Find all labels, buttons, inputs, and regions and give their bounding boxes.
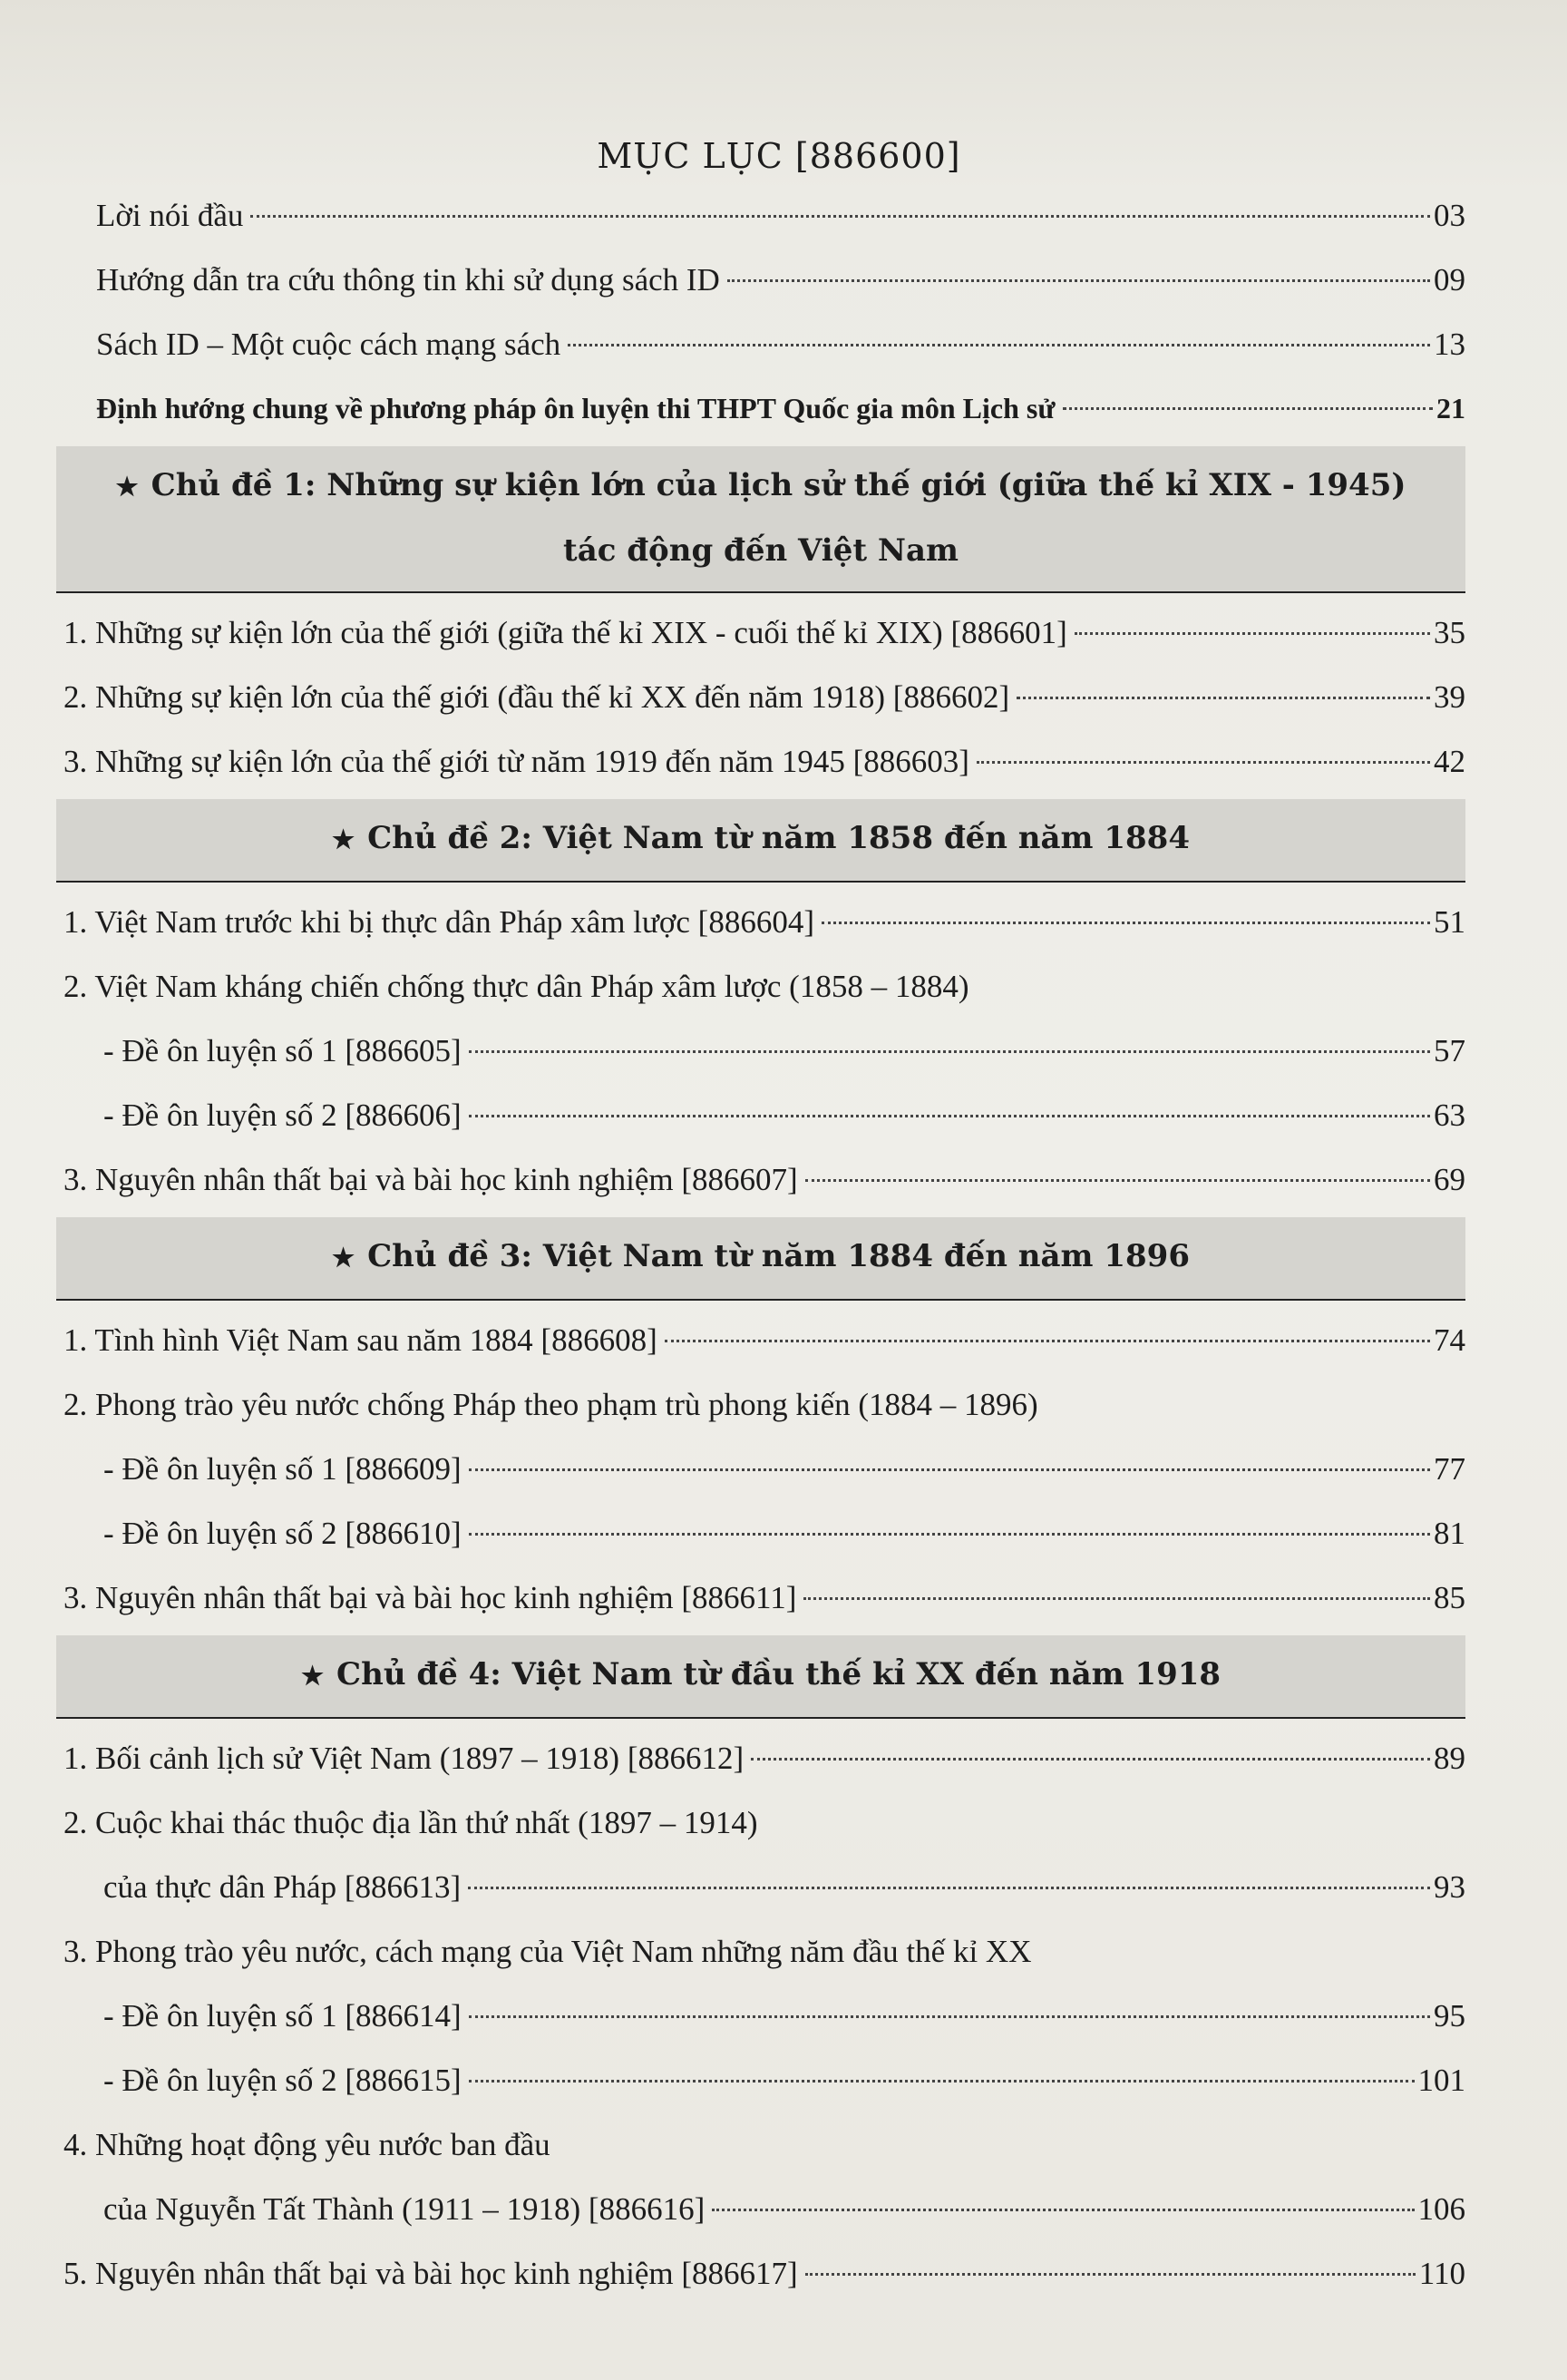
toc-entry-page: 89 — [1434, 1741, 1465, 1776]
topic-heading-line: tác động đến Việt Nam — [563, 532, 959, 569]
toc-entry-title: 1. Những sự kiện lớn của thế giới (giữa thế kỉ XIX - cuối thế kỉ XIX) [886601] — [63, 615, 1067, 650]
dot-leader — [1017, 697, 1430, 699]
topic-heading — [56, 799, 1465, 883]
toc-entry — [56, 248, 1465, 312]
toc-entry — [56, 665, 1465, 729]
toc-entry-title: - Đề ôn luyện số 2 [886606] — [103, 1097, 462, 1133]
toc-entry-title: của Nguyễn Tất Thành (1911 – 1918) [886616] — [103, 2191, 706, 2227]
toc-entry-title: 5. Nguyên nhân thất bại và bài học kinh nghiệm [886617] — [63, 2256, 798, 2291]
dot-leader — [469, 1115, 1430, 1117]
toc-entry — [56, 600, 1465, 665]
toc-entry — [56, 2112, 1465, 2177]
dot-leader — [1075, 632, 1430, 635]
topic-heading-line: ★ Chủ đề 3: Việt Nam từ năm 1884 đến năm 1896 — [332, 1238, 1190, 1274]
toc-entry — [56, 1372, 1465, 1437]
toc-entry — [56, 1501, 1465, 1566]
toc-entry — [56, 1308, 1465, 1372]
toc-entry-title: Lời nói đầu — [96, 198, 244, 233]
toc-entry-title: 1. Bối cảnh lịch sử Việt Nam (1897 – 1918) [886612] — [63, 1741, 745, 1776]
toc-entry-title: 3. Nguyên nhân thất bại và bài học kinh nghiệm [886607] — [63, 1162, 798, 1197]
dot-leader — [977, 761, 1430, 764]
toc-entry — [56, 2177, 1465, 2241]
toc-entry — [56, 2048, 1465, 2112]
dot-leader — [805, 2273, 1416, 2276]
toc-entry-title: 2. Những sự kiện lớn của thế giới (đầu thế kỉ XX đến năm 1918) [886602] — [63, 679, 1010, 715]
topic-heading-line: ★ Chủ đề 4: Việt Nam từ đầu thế kỉ XX đến năm 1918 — [300, 1656, 1221, 1692]
toc-entry-title: - Đề ôn luyện số 1 [886605] — [103, 1033, 462, 1068]
toc-entry — [56, 1566, 1465, 1630]
toc-entry-page: 09 — [1434, 262, 1465, 298]
toc-entry-title: - Đề ôn luyện số 1 [886614] — [103, 1998, 462, 2034]
toc-entry-page: 57 — [1434, 1033, 1465, 1068]
dot-leader — [469, 2080, 1415, 2082]
dot-leader — [468, 1887, 1430, 1889]
topic-heading-line: ★ Chủ đề 1: Những sự kiện lớn của lịch sử thế giới (giữa thế kỉ XIX - 1945) — [115, 467, 1406, 503]
dot-leader — [250, 215, 1430, 218]
toc-entry-title: của thực dân Pháp [886613] — [103, 1869, 462, 1905]
toc-entry — [56, 1437, 1465, 1501]
topics-list — [56, 446, 1465, 2306]
toc-entry — [56, 1790, 1465, 1855]
dot-leader — [469, 1050, 1430, 1053]
toc-entry-page: 69 — [1434, 1162, 1465, 1197]
toc-entry-title: Hướng dẫn tra cứu thông tin khi sử dụng sách ID — [96, 262, 720, 298]
dot-leader — [469, 1533, 1430, 1536]
toc-entry-page: 39 — [1434, 679, 1465, 715]
dot-leader — [469, 2015, 1430, 2018]
toc-entry — [56, 954, 1465, 1019]
toc-entry — [56, 1726, 1465, 1790]
topic-heading-line: ★ Chủ đề 2: Việt Nam từ năm 1858 đến năm 1884 — [332, 820, 1190, 856]
toc-entry-title: Sách ID – Một cuộc cách mạng sách — [96, 327, 561, 362]
toc-entry-title: 2. Việt Nam kháng chiến chống thực dân Pháp xâm lược (1858 – 1884) — [63, 969, 969, 1004]
dot-leader — [803, 1597, 1430, 1600]
toc-entry — [56, 729, 1465, 794]
dot-leader — [568, 344, 1430, 346]
toc-entry-title: - Đề ôn luyện số 1 [886609] — [103, 1451, 462, 1487]
toc-entry — [56, 312, 1465, 376]
toc-entry — [56, 1855, 1465, 1919]
dot-leader — [727, 279, 1430, 282]
dot-leader — [1063, 407, 1433, 410]
star-icon: ★ — [300, 1661, 325, 1691]
toc-entry-title: 3. Những sự kiện lớn của thế giới từ năm 1919 đến năm 1945 [886603] — [63, 744, 969, 779]
toc-entry-page: 42 — [1434, 744, 1465, 779]
toc-entry-title: - Đề ôn luyện số 2 [886610] — [103, 1516, 462, 1551]
toc-entry-page: 85 — [1434, 1580, 1465, 1615]
toc-entry-title: 1. Tình hình Việt Nam sau năm 1884 [886608] — [63, 1322, 657, 1358]
star-icon: ★ — [332, 1243, 355, 1273]
toc-entry-title: 3. Phong trào yêu nước, cách mạng của Việt Nam những năm đầu thế kỉ XX — [63, 1934, 1032, 1969]
toc-entry-page: 81 — [1434, 1516, 1465, 1551]
toc-entry-page: 35 — [1434, 615, 1465, 650]
dot-leader — [469, 1468, 1430, 1471]
toc-entry-title: 2. Cuộc khai thác thuộc địa lần thứ nhất (1897 – 1914) — [63, 1805, 758, 1840]
star-icon: ★ — [332, 824, 355, 854]
toc-entry — [56, 376, 1465, 441]
topic-heading — [56, 1635, 1465, 1719]
toc-entry-title: 1. Việt Nam trước khi bị thực dân Pháp xâm lược [886604] — [63, 904, 814, 940]
toc-entry-title: 3. Nguyên nhân thất bại và bài học kinh nghiệm [886611] — [63, 1580, 797, 1615]
star-icon: ★ — [115, 472, 139, 502]
toc-entry-title: 2. Phong trào yêu nước chống Pháp theo phạm trù phong kiến (1884 – 1896) — [63, 1387, 1038, 1422]
toc-entry — [56, 1083, 1465, 1147]
toc-entry — [56, 1147, 1465, 1212]
dot-leader — [751, 1758, 1430, 1761]
dot-leader — [805, 1179, 1430, 1182]
toc-entry — [56, 183, 1465, 248]
dot-leader — [822, 922, 1430, 924]
toc-entry — [56, 1919, 1465, 1984]
toc-entry-page: 77 — [1434, 1451, 1465, 1487]
toc-entry-page: 63 — [1434, 1097, 1465, 1133]
toc-entry-page: 51 — [1434, 904, 1465, 940]
toc-entry-page: 101 — [1417, 2063, 1465, 2098]
toc-entry-title: 4. Những hoạt động yêu nước ban đầu — [63, 2127, 550, 2162]
toc-entry-page: 110 — [1418, 2256, 1465, 2291]
toc-entry — [56, 1019, 1465, 1083]
topic-heading — [56, 1217, 1465, 1301]
topic-heading — [56, 446, 1465, 593]
page-title: MỤC LỤC [886600] — [597, 136, 961, 176]
toc-entry-page: 21 — [1436, 392, 1465, 424]
toc-entry-page: 13 — [1434, 327, 1465, 362]
toc-entry — [56, 890, 1465, 954]
toc-entry — [56, 2241, 1465, 2306]
dot-leader — [712, 2209, 1414, 2211]
dot-leader — [665, 1340, 1430, 1342]
toc-entry-title: Định hướng chung về phương pháp ôn luyện thi THPT Quốc gia môn Lịch sử — [96, 392, 1056, 424]
toc-entry-page: 93 — [1434, 1869, 1465, 1905]
toc-entry-page: 95 — [1434, 1998, 1465, 2034]
toc-entry-page: 74 — [1434, 1322, 1465, 1358]
toc-entry-page: 106 — [1417, 2191, 1465, 2227]
toc-entry-page: 03 — [1434, 198, 1465, 233]
toc-entry-title: - Đề ôn luyện số 2 [886615] — [103, 2063, 462, 2098]
intro-list — [56, 183, 1465, 441]
toc-entry — [56, 1984, 1465, 2048]
